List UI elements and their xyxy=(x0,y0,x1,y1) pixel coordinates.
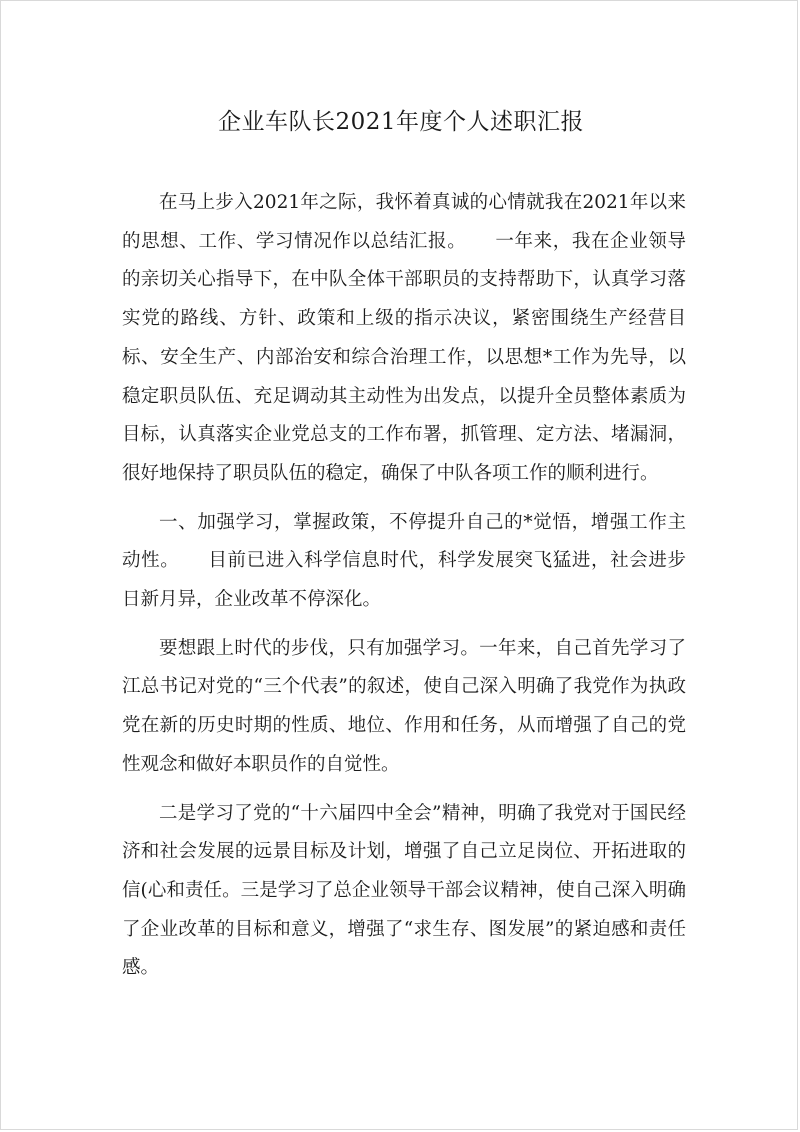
paragraph-study: 要想跟上时代的步伐，只有加强学习。一年来，自己首先学习了江总书记对党的“三个代表”的叙述，使自己深入明确了我党作为执政党在新的历史时期的性质、地位、作用和任务，从而增强了自己的党性观念和做好本职员作的自觉性。 xyxy=(122,637,686,775)
document-title: 企业车队长2021年度个人述职汇报 xyxy=(217,109,585,135)
paragraph-intro: 在马上步入2021年之际，我怀着真诚的心情就我在2021年以来的思想、工作、学习情况作以总结汇报。 一年来，我在企业领导的亲切关心指导下，在中队全体干部职员的支持帮助下，认真学习落实党的路线、方针、政策和上级的指示决议，紧密围绕生产经营目标、安全生产、内部治安和综合治理工作，以思想*工作为先导，以稳定职员队伍、充足调动其主动性为出发点，以提升全员整体素质为目标，认真落实企业党总支的工作布署，抓管理、定方法、堵漏洞，很好地保持了职员队伍的稳定，确保了中队各项工作的顺利进行。 xyxy=(122,192,686,484)
paragraph-section-one: 一、加强学习，掌握政策，不停提升自己的*觉悟，增强工作主动性。 目前已进入科学信息时代，科学发展突飞猛进，社会进步日新月异，企业改革不停深化。 xyxy=(122,511,686,611)
document-body xyxy=(122,184,686,988)
paragraph-section-two: 二是学习了党的“十六届四中全会”精神，明确了我党对于国民经济和社会发展的远景目标及计划，增强了自己立足岗位、开拓进取的信(心和责任。三是学习了总企业领导干部会议精神，使自己深入明确了企业改革的目标和意义，增强了“求生存、图发展”的紧迫感和责任感。 xyxy=(122,802,686,979)
